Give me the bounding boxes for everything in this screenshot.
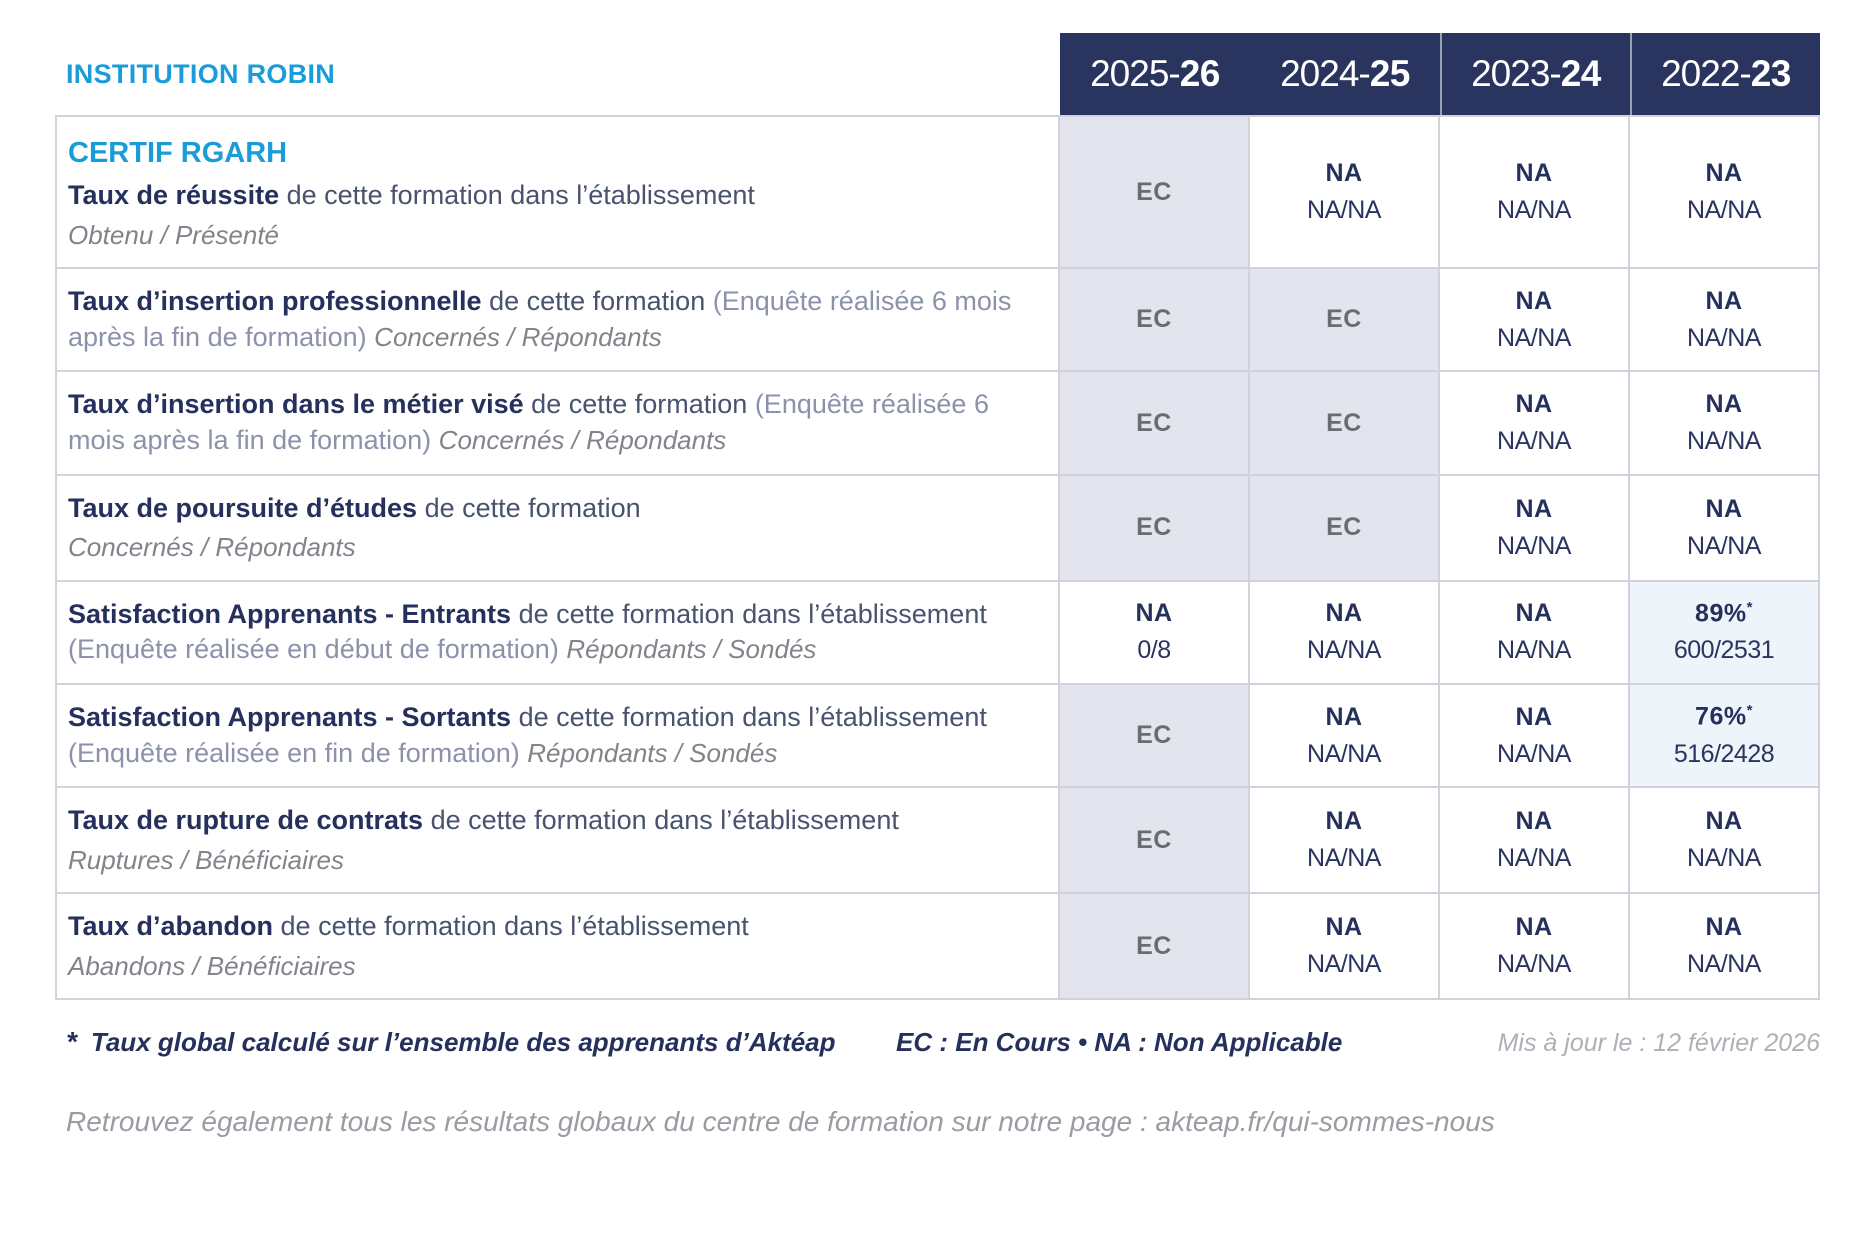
value-cell: [1628, 582, 1818, 683]
indicator-description: [68, 700, 1034, 771]
indicator-title: Taux d’abandon: [68, 911, 274, 942]
value-main: NA: [1705, 807, 1743, 836]
indicator-title: Satisfaction Apprenants - Sortants: [68, 701, 512, 732]
asterisk-marker: *: [1746, 599, 1753, 617]
indicator-scope-text: de cette formation dans l’établissement: [430, 805, 899, 836]
indicator-label-cell: [57, 269, 1058, 370]
value-cell: [1248, 476, 1438, 580]
indicator-title: Satisfaction Apprenants - Entrants: [68, 598, 512, 629]
value-cell: [1248, 894, 1438, 998]
year-prefix: 2025-: [1090, 53, 1180, 94]
indicator-description: [68, 803, 1034, 839]
year-header-cell: [1630, 33, 1820, 115]
indicator-label-cell: [57, 788, 1058, 892]
indicator-label-cell: [57, 582, 1058, 683]
value-cell: [1628, 476, 1818, 580]
value-main: 89%*: [1695, 599, 1753, 628]
indicator-row: [57, 117, 1818, 267]
value-main: NA: [1325, 599, 1363, 628]
indicator-title: Taux de rupture de contrats: [68, 805, 424, 836]
value-fraction: NA/NA: [1307, 950, 1381, 979]
indicator-description: [68, 284, 1034, 355]
value-cell: [1438, 582, 1628, 683]
indicator-label-cell: [57, 117, 1058, 267]
value-cell: [1438, 685, 1628, 786]
value-fraction: NA/NA: [1687, 196, 1761, 225]
value-cell: [1058, 372, 1248, 473]
ratio-caption-inline: Concernés / Répondants: [374, 321, 662, 352]
value-cell: [1438, 269, 1628, 370]
value-fraction: NA/NA: [1687, 427, 1761, 456]
ratio-caption: Obtenu / Présenté: [68, 219, 280, 250]
abbreviation-legend: EC : En Cours • NA : Non Applicable: [896, 1027, 1343, 1058]
indicator-row: [57, 580, 1818, 683]
value-main: EC: [1136, 177, 1172, 206]
value-main: EC: [1136, 931, 1172, 960]
year-header-cell: [1060, 33, 1250, 115]
value-main: NA: [1515, 807, 1553, 836]
indicator-row: [57, 370, 1818, 473]
certification-title: CERTIF RGARH: [68, 137, 288, 169]
value-main: NA: [1325, 807, 1363, 836]
asterisk-marker: *: [1746, 702, 1753, 720]
value-cell: [1628, 685, 1818, 786]
year-header-cell: [1250, 33, 1440, 115]
year-prefix: 2022-: [1661, 53, 1751, 94]
value-fraction: NA/NA: [1497, 636, 1571, 665]
year-header-cell: [1440, 33, 1630, 115]
indicator-scope-text: de cette formation: [531, 389, 748, 420]
value-cell: [1438, 894, 1628, 998]
value-cell: [1438, 476, 1628, 580]
value-main: NA: [1325, 159, 1363, 188]
indicator-scope-text: de cette formation: [489, 286, 706, 317]
asterisk-symbol: *: [66, 1026, 77, 1058]
year-prefix: 2024-: [1280, 53, 1370, 94]
indicator-description: [68, 491, 1034, 527]
indicator-title: Taux de poursuite d’études: [68, 492, 418, 523]
value-fraction: NA/NA: [1687, 323, 1761, 352]
indicator-description: [68, 909, 1034, 945]
indicator-row: [57, 267, 1818, 370]
value-main: 76%*: [1695, 702, 1753, 731]
value-cell: [1438, 372, 1628, 473]
indicator-label-cell: [57, 372, 1058, 473]
value-fraction: NA/NA: [1307, 196, 1381, 225]
value-cell: [1058, 117, 1248, 267]
value-cell: [1628, 788, 1818, 892]
value-fraction: NA/NA: [1307, 739, 1381, 768]
indicator-title: Taux d’insertion professionnelle: [68, 286, 482, 317]
value-cell: [1248, 582, 1438, 683]
ratio-caption: Concernés / Répondants: [68, 532, 356, 563]
value-main: NA: [1705, 494, 1743, 523]
value-cell: [1248, 685, 1438, 786]
value-main: NA: [1515, 599, 1553, 628]
last-updated-text: Mis à jour le : 12 février 2026: [1497, 1029, 1820, 1058]
value-fraction: NA/NA: [1307, 844, 1381, 873]
value-main: NA: [1515, 702, 1553, 731]
value-cell: [1058, 685, 1248, 786]
value-cell: [1248, 269, 1438, 370]
footnote-bar: [55, 1026, 1820, 1058]
value-fraction: 600/2531: [1673, 636, 1775, 665]
survey-note: (Enquête réalisée en début de formation): [68, 634, 559, 665]
value-fraction: NA/NA: [1497, 739, 1571, 768]
value-fraction: NA/NA: [1687, 844, 1761, 873]
value-main: EC: [1136, 305, 1172, 334]
value-main: NA: [1705, 390, 1743, 419]
ratio-caption-inline: Répondants / Sondés: [566, 634, 817, 665]
value-main: EC: [1136, 513, 1172, 542]
value-main: NA: [1135, 599, 1173, 628]
year-column-headers: [1060, 33, 1820, 115]
value-cell: [1628, 117, 1818, 267]
value-cell: [1628, 269, 1818, 370]
value-cell: [1248, 788, 1438, 892]
indicator-description: [68, 178, 1034, 214]
indicator-label-cell: [57, 685, 1058, 786]
value-main: EC: [1136, 408, 1172, 437]
value-cell: [1058, 269, 1248, 370]
year-suffix: 26: [1179, 53, 1220, 94]
value-main: EC: [1136, 825, 1172, 854]
value-fraction: NA/NA: [1497, 427, 1571, 456]
year-prefix: 2023-: [1471, 53, 1561, 94]
indicators-table: [55, 115, 1820, 1000]
value-main: NA: [1515, 913, 1553, 942]
survey-note: (Enquête réalisée 6 mois après la fin de formation): [68, 389, 989, 456]
value-fraction: NA/NA: [1497, 844, 1571, 873]
value-fraction: 0/8: [1137, 636, 1171, 665]
value-fraction: NA/NA: [1497, 531, 1571, 560]
value-cell: [1058, 788, 1248, 892]
value-main: NA: [1515, 286, 1553, 315]
indicator-row: [57, 786, 1818, 892]
indicator-description: [68, 597, 1034, 668]
indicator-title: Taux de réussite: [68, 180, 280, 211]
value-main: NA: [1515, 390, 1553, 419]
value-main: NA: [1705, 913, 1743, 942]
top-band: [55, 0, 1820, 115]
value-main: NA: [1325, 913, 1363, 942]
value-main: NA: [1705, 159, 1743, 188]
indicator-row: [57, 474, 1818, 580]
value-cell: [1628, 894, 1818, 998]
indicator-scope-text: de cette formation: [424, 492, 641, 523]
ratio-caption-inline: Répondants / Sondés: [527, 737, 778, 768]
value-fraction: NA/NA: [1497, 323, 1571, 352]
value-cell: [1438, 117, 1628, 267]
value-main: EC: [1326, 408, 1362, 437]
value-main: EC: [1326, 513, 1362, 542]
indicator-description: [68, 387, 1034, 458]
year-suffix: 25: [1369, 53, 1410, 94]
indicator-scope-text: de cette formation dans l’établissement: [280, 911, 749, 942]
ratio-caption: Abandons / Bénéficiaires: [68, 950, 356, 981]
value-cell: [1058, 476, 1248, 580]
indicator-label-cell: [57, 894, 1058, 998]
value-cell: [1058, 894, 1248, 998]
value-fraction: NA/NA: [1687, 531, 1761, 560]
indicator-label-cell: [57, 476, 1058, 580]
value-fraction: 516/2428: [1673, 739, 1775, 768]
value-main: NA: [1515, 159, 1553, 188]
institution-name: INSTITUTION ROBIN: [66, 58, 336, 89]
ratio-caption-inline: Concernés / Répondants: [438, 425, 727, 456]
indicator-row: [57, 683, 1818, 786]
value-cell: [1248, 372, 1438, 473]
value-cell: [1628, 372, 1818, 473]
value-fraction: NA/NA: [1497, 196, 1571, 225]
value-main: EC: [1136, 721, 1172, 750]
value-fraction: NA/NA: [1687, 950, 1761, 979]
indicator-scope-text: de cette formation dans l’établissement: [518, 701, 987, 732]
value-fraction: NA/NA: [1307, 636, 1381, 665]
year-suffix: 23: [1750, 53, 1791, 94]
ratio-caption: Ruptures / Bénéficiaires: [68, 844, 345, 875]
asterisk-note-text: Taux global calculé sur l’ensemble des apprenants d’Aktéap: [90, 1027, 836, 1058]
value-main: NA: [1705, 286, 1743, 315]
indicator-row: [57, 892, 1818, 998]
indicator-title: Taux d’insertion dans le métier visé: [68, 389, 524, 420]
indicator-scope-text: de cette formation dans l’établissement: [286, 180, 755, 211]
value-cell: [1058, 582, 1248, 683]
survey-note: (Enquête réalisée 6 mois après la fin de formation): [68, 286, 1012, 352]
value-main: NA: [1325, 702, 1363, 731]
global-results-link-text: Retrouvez également tous les résultats globaux du centre de formation sur notre page : akteap.fr/qui-sommes-nous: [66, 1106, 1495, 1138]
value-fraction: NA/NA: [1497, 950, 1571, 979]
indicator-scope-text: de cette formation dans l’établissement: [518, 598, 987, 629]
year-suffix: 24: [1560, 53, 1601, 94]
asterisk-note: [66, 1026, 896, 1058]
value-cell: [1438, 788, 1628, 892]
survey-note: (Enquête réalisée en fin de formation): [68, 737, 520, 768]
value-main: NA: [1515, 494, 1553, 523]
value-main: EC: [1326, 305, 1362, 334]
value-cell: [1248, 117, 1438, 267]
